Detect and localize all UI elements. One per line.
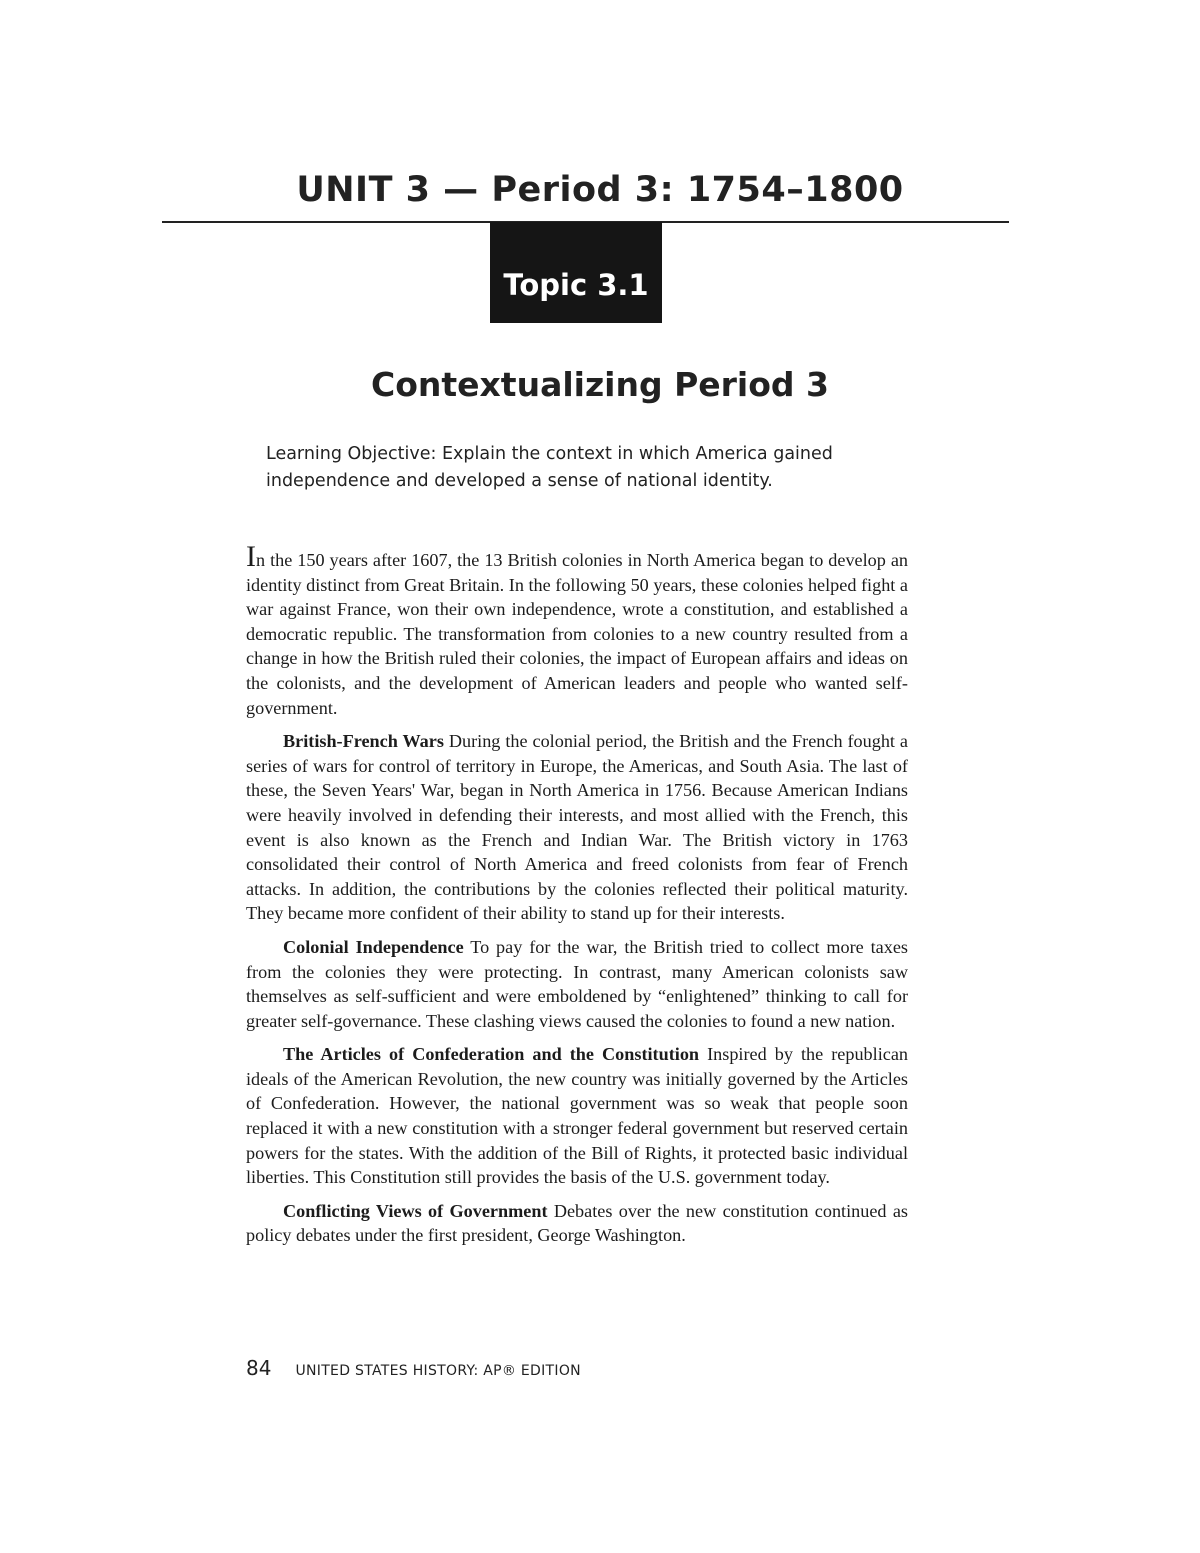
unit-title: UNIT 3 — Period 3: 1754–1800	[296, 170, 904, 210]
section-paragraph	[246, 729, 908, 926]
section-heading: British-French Wars	[283, 731, 444, 752]
section-text: Debates over the new constitution continued as policy debates under the first president, George Washington.	[246, 1200, 908, 1246]
learning-objective	[266, 441, 856, 495]
topic-label-box	[490, 222, 662, 323]
book-title: UNITED STATES HISTORY: AP® EDITION	[295, 1363, 581, 1379]
section-text: Inspired by the republican ideals of the American Revolution, the new country was initially governed by the Articles of Confederation. However, the national government was so weak that people soon replaced it with a new constitution with a stronger federal government but reserved certain powers for the states. With the addition of the Bill of Rights, it protected basic individual liberties. This Constitution still provides the basis of the U.S. government today.	[246, 1044, 908, 1188]
section-text: To pay for the war, the British tried to collect more taxes from the colonies they were protecting. In contrast, many American colonists saw themselves as self-sufficient and were emboldened by “enlightened” thinking to call for greater self-governance. These clashing views caused the colonies to found a new nation.	[246, 936, 908, 1031]
topic-label: Topic 3.1	[503, 267, 649, 302]
section-heading: The Articles of Confederation and the Constitution	[283, 1044, 700, 1065]
intro-text: n the 150 years after 1607, the 13 British colonies in North America began to develop an identity distinct from Great Britain. In the following 50 years, these colonies helped fight a war against France, won their own independence, wrote a constitution, and established a democratic republic. The transformation from colonies to a new country resulted from a change in how the British ruled their colonies, the impact of European affairs and ideas on the colonists, and the development of American leaders and people who wanted self-government.	[246, 550, 908, 718]
section-heading: Conflicting Views of Government	[283, 1200, 548, 1221]
page-number: 84	[246, 1356, 272, 1380]
section-heading: Colonial Independence	[283, 936, 464, 957]
section-paragraph	[246, 935, 908, 1033]
topic-title: Contextualizing Period 3	[370, 365, 829, 404]
body-text	[246, 540, 908, 1257]
learning-objective-label: Learning Objective:	[266, 444, 437, 464]
page-footer	[246, 1356, 581, 1380]
section-text: During the colonial period, the British and the French fought a series of wars for control of territory in Europe, the Americas, and South Asia. The last of these, the Seven Years' War, began in North America in 1756. Because American Indians were heavily involved in defending their interests, and most allied with the French, this event is also known as the French and Indian War. The British victory in 1763 consolidated their control of North America and freed colonists from fear of French attacks. In addition, the contributions by the colonies reflected their political maturity. They became more confident of their ability to stand up for their interests.	[246, 731, 908, 924]
drop-cap: I	[246, 540, 256, 573]
intro-paragraph	[246, 540, 908, 720]
section-paragraph	[246, 1199, 908, 1248]
learning-objective-text: Explain the context in which America gained independence and developed a sense of national identity.	[266, 444, 833, 491]
section-paragraph	[246, 1042, 908, 1190]
